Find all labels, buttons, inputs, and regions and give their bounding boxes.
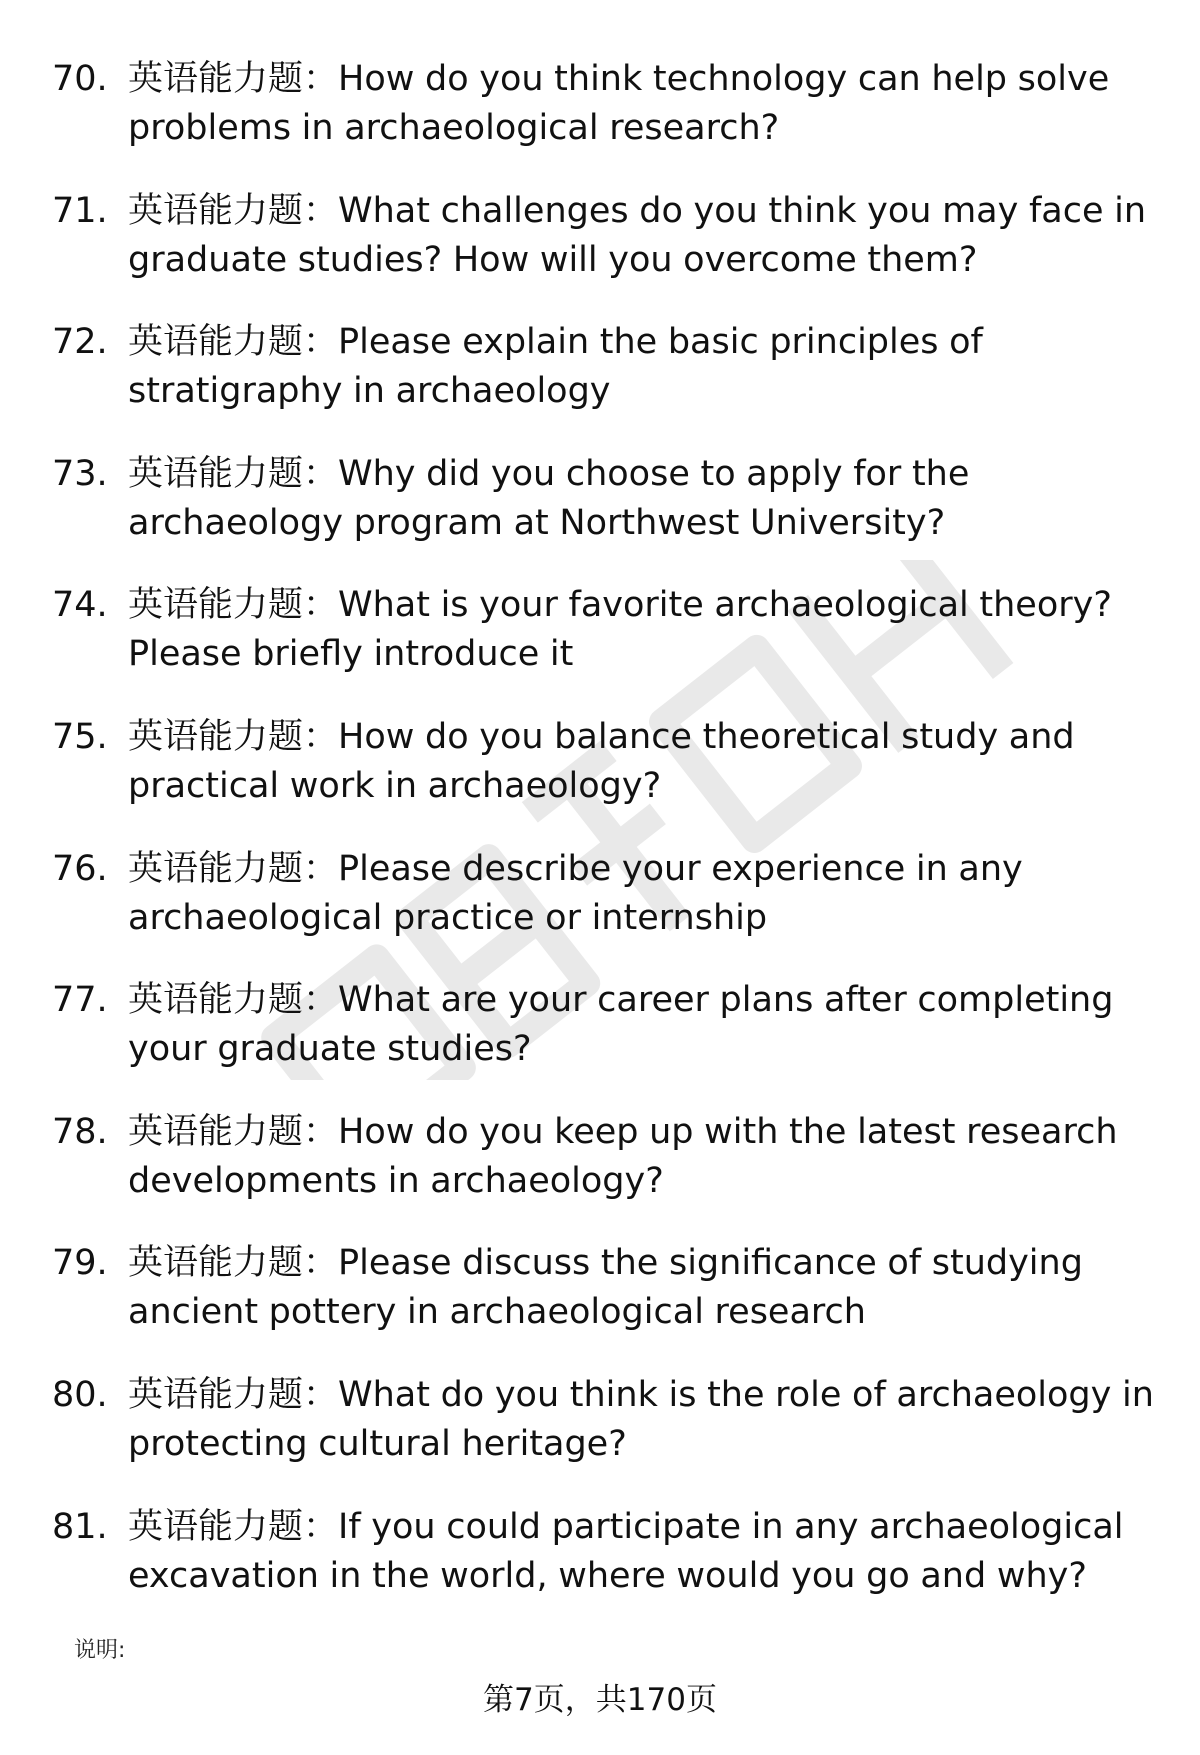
question-number: 80. xyxy=(52,1374,108,1415)
question-number: 71. xyxy=(52,190,108,231)
question-text: 英语能力题：Please explain the basic principles of stratigraphy in archaeology xyxy=(128,322,983,412)
question-item xyxy=(0,55,1200,187)
question-number: 75. xyxy=(52,716,108,757)
question-number: 79. xyxy=(52,1243,108,1284)
question-number: 76. xyxy=(52,848,108,889)
question-item xyxy=(0,1503,1200,1635)
question-text: 英语能力题：How do you think technology can help solve problems in archaeological research? xyxy=(128,59,1110,148)
question-text: 英语能力题：What challenges do you think you may face in graduate studies? How will you overcome them? xyxy=(128,190,1147,280)
question-item xyxy=(0,1108,1200,1240)
question-text: 英语能力题：If you could participate in any archaeological excavation in the world, where would you go and why? xyxy=(128,1506,1124,1596)
question-number: 78. xyxy=(52,1111,108,1152)
question-text: 英语能力题：How do you balance theoretical study and practical work in archaeology? xyxy=(128,716,1075,806)
question-item xyxy=(0,450,1200,582)
question-item xyxy=(0,1239,1200,1371)
question-number: 81. xyxy=(52,1506,108,1547)
question-item xyxy=(0,713,1200,845)
question-item xyxy=(0,1371,1200,1503)
question-number: 70. xyxy=(52,59,108,99)
question-text: 英语能力题：How do you keep up with the latest research developments in archaeology? xyxy=(128,1111,1118,1201)
question-text: 英语能力题：What are your career plans after completing your graduate studies? xyxy=(128,980,1114,1070)
question-item xyxy=(0,845,1200,977)
question-number: 73. xyxy=(52,453,108,494)
question-number: 72. xyxy=(52,322,108,363)
question-item xyxy=(0,976,1200,1108)
question-text: 英语能力题：Please discuss the significance of studying ancient pottery in archaeological research xyxy=(128,1243,1083,1333)
question-item xyxy=(0,581,1200,713)
page-footer: 第7页，共170页 xyxy=(483,1682,717,1718)
question-text: 英语能力题：What do you think is the role of archaeology in protecting cultural heritage? xyxy=(128,1374,1154,1464)
question-text: 英语能力题：Why did you choose to apply for the archaeology program at Northwest University? xyxy=(128,453,970,543)
question-number: 77. xyxy=(52,980,108,1021)
question-list xyxy=(0,55,1200,1634)
question-text: 英语能力题：Please describe your experience in any archaeological practice or internship xyxy=(128,848,1023,938)
question-text: 英语能力题：What is your favorite archaeological theory? Please briefly introduce it xyxy=(128,585,1112,675)
question-number: 74. xyxy=(52,585,108,626)
note-label: 说明: xyxy=(74,1638,126,1663)
question-item xyxy=(0,318,1200,450)
question-item xyxy=(0,187,1200,319)
